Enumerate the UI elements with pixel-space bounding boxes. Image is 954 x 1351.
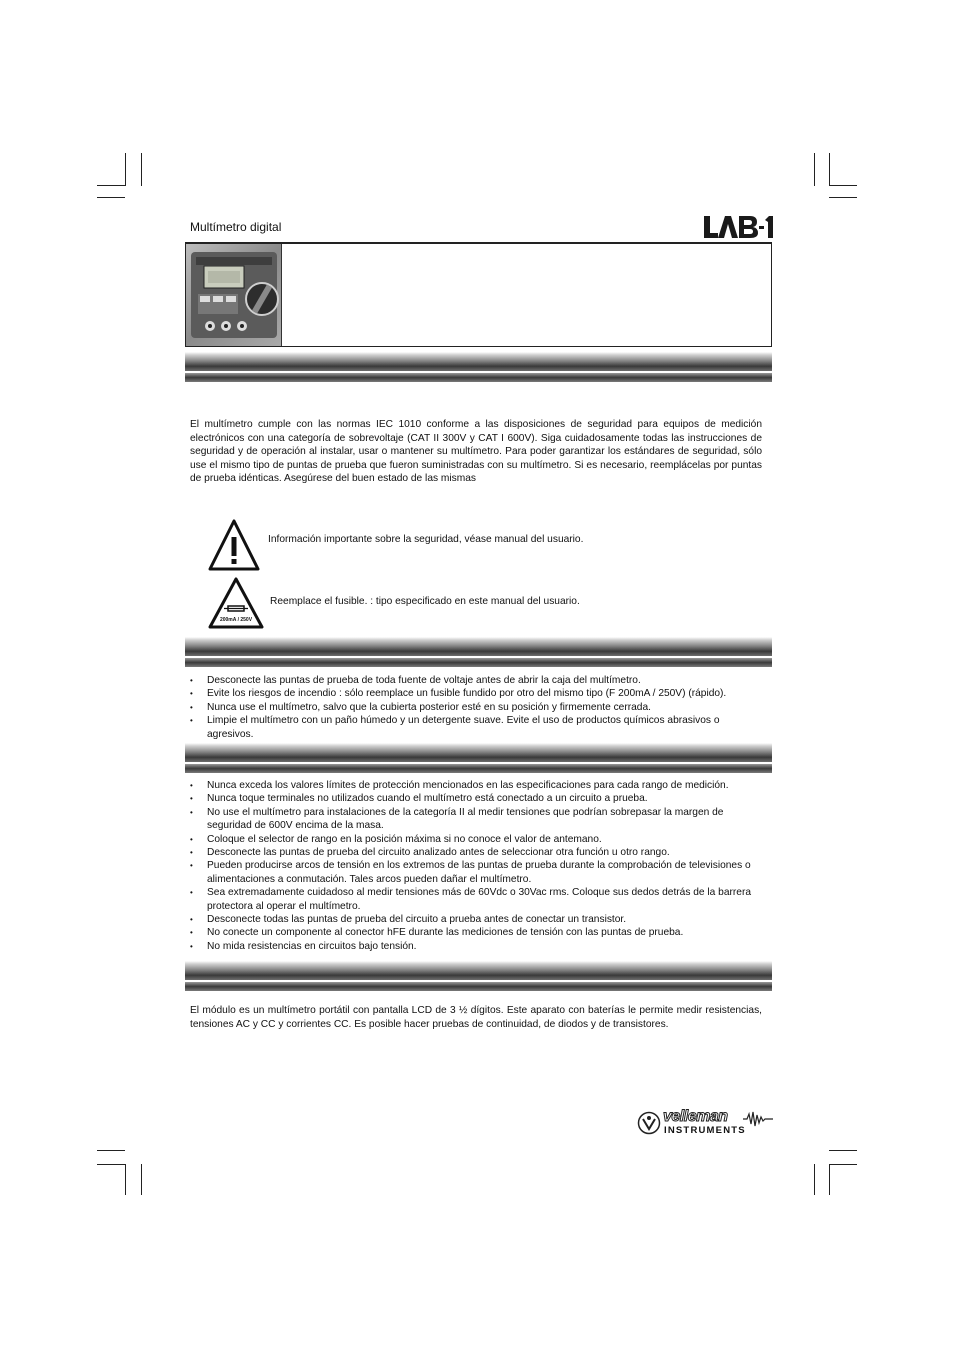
section-bar-maintenance (185, 637, 772, 667)
document-title: Multímetro digital (190, 220, 282, 234)
maintenance-list (190, 674, 762, 741)
header-box (185, 242, 772, 347)
list-item: • Nunca use el multímetro, salvo que la cubierta posterior esté en su posición y firmemente cerrada. (190, 701, 762, 714)
list-item: • Evite los riesgos de incendio : sólo reemplace un fusible fundido por otro del mismo tipo (F 200mA / 250V) (rápido). (190, 687, 762, 700)
velleman-emblem-icon (637, 1111, 661, 1135)
list-item: • Pueden producirse arcos de tensión en los extremos de las puntas de prueba durante la comprobación de televisiones o alimentaciones a conmutación. Tales arcos pueden dañar el multímetro. (190, 859, 762, 886)
list-item: • No use el multímetro para instalaciones de la categoría II al medir tensiones que podrían sobrepasar la margen de seguridad de 600V encima de la masa. (190, 806, 762, 833)
list-item: • Sea extremadamente cuidadoso al medir tensiones más de 60Vdc o 30Vac rms. Coloque sus dedos detrás de la barrera protectora al operar el multímetro. (190, 886, 762, 913)
velleman-logo (637, 1108, 775, 1138)
list-item: • Nunca toque terminales no utilizados cuando el multímetro está conectado a un circuito a prueba. (190, 792, 762, 805)
section-bar-precautions (185, 743, 772, 773)
list-item: • Desconecte las puntas de prueba de toda fuente de voltaje antes de abrir la caja del multímetro. (190, 674, 762, 687)
fuse-rating-label: 200mA / 250V (219, 617, 253, 623)
waveform-icon (743, 1111, 773, 1127)
list-item: • Desconecte todas las puntas de prueba del circuito a prueba antes de conectar un transistor. (190, 913, 762, 926)
intro-paragraph: El multímetro cumple con las normas IEC 1010 conforme a las disposiciones de seguridad para equipos de medición electrónicos con una categoría de sobrevoltaje (CAT II 300V y CAT I 600V). Siga cuidadosamente todas las instrucciones de seguridad y de operación al instalar, usar o mantener su multímetro. Para poder garantizar los estándares de seguridad, sólo use el mismo tipo de puntas de prueba que fueron suministradas con su multímetro. Si es necesario, reemplácelas por puntas de prueba idénticas. Asegúrese del buen estado de las mismas (190, 419, 762, 484)
list-item: • No conecte un componente al conector hFE durante las mediciones de tensión con las puntas de prueba. (190, 926, 762, 939)
description-paragraph: El módulo es un multímetro portátil con pantalla LCD de 3 ½ dígitos. Este aparato con baterías le permite medir resistencias, tensiones AC y CC y corrientes CC. Es posible hacer pruebas de continuidad, de diodos y de transistores. (190, 1005, 762, 1030)
list-item: • Desconecte las puntas de prueba del circuito analizado antes de seleccionar otra función u otro rango. (190, 846, 762, 859)
warning-triangle-icon (208, 519, 260, 571)
multimeter-photo (186, 244, 282, 346)
list-item: • Nunca exceda los valores límites de protección mencionados en las especificaciones para cada rango de medición. (190, 779, 762, 792)
velleman-brand: velleman (663, 1108, 728, 1125)
velleman-instruments: INSTRUMENTS (664, 1125, 746, 1136)
safety-list (190, 779, 762, 953)
warning-symbol-text: Información importante sobre la seguridad, véase manual del usuario. (268, 534, 584, 545)
section-bar-description (185, 961, 772, 991)
fuse-symbol-text: Reemplace el fusible. : tipo especificado en este manual del usuario. (270, 596, 580, 607)
list-item: • No mida resistencias en circuitos bajo tensión. (190, 940, 762, 953)
lab1-logo (702, 212, 774, 240)
list-item: • Coloque el selector de rango en la posición máxima si no conoce el valor de antemano. (190, 833, 762, 846)
list-item: • Limpie el multímetro con un paño húmedo y un detergente suave. Evite el uso de productos químicos abrasivos o agresivos. (190, 714, 762, 741)
section-bar-safety-standards (185, 352, 772, 382)
